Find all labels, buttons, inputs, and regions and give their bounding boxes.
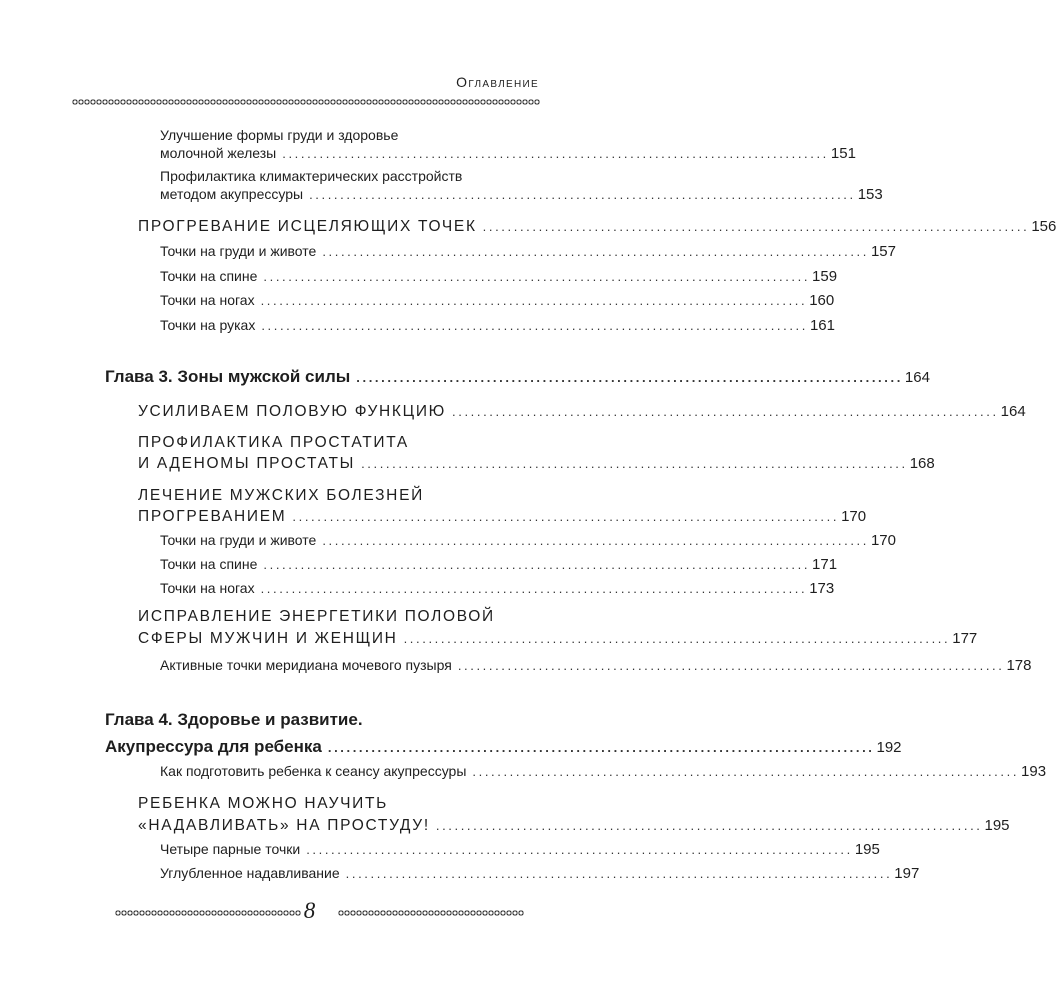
dot-leader: ........................................................................................ bbox=[263, 557, 811, 572]
toc-entry bbox=[160, 243, 896, 260]
toc-entry-line1: Улучшение формы груди и здоровье bbox=[160, 127, 399, 143]
dot-leader: ........................................................................................ bbox=[356, 370, 903, 385]
toc-page-number: 159 bbox=[812, 268, 838, 285]
toc-page-number: 173 bbox=[809, 580, 835, 597]
toc-entry-line1: ПРОФИЛАКТИКА ПРОСТАТИТА bbox=[138, 434, 409, 451]
dot-leader: ........................................................................................ bbox=[260, 581, 808, 596]
dot-leader: ........................................................................................ bbox=[435, 818, 983, 833]
dot-leader: ........................................................................................ bbox=[292, 509, 840, 524]
toc-page-number: 161 bbox=[809, 317, 835, 334]
toc-entry-title: Активные точки меридиана мочевого пузыря bbox=[160, 657, 452, 673]
toc-entry-title: Точки на руках bbox=[160, 317, 256, 333]
toc-entry bbox=[160, 186, 883, 203]
toc-page-number: 193 bbox=[1021, 763, 1047, 780]
toc-page-number: 177 bbox=[952, 630, 978, 647]
toc-entry-title: ПРОГРЕВАНИЕ ИСЦЕЛЯЮЩИХ ТОЧЕК bbox=[138, 218, 477, 235]
section-title: Оглавление bbox=[456, 74, 539, 90]
toc-page-number: 156 bbox=[1031, 218, 1056, 235]
toc-page-number: 178 bbox=[1006, 657, 1032, 674]
toc-entry bbox=[138, 403, 1026, 421]
toc-chapter-title: Глава 3. Зоны мужской силы bbox=[105, 367, 351, 386]
toc-entry bbox=[160, 532, 896, 549]
dot-leader: ........................................................................................ bbox=[472, 764, 1020, 779]
toc-entry bbox=[138, 508, 867, 526]
toc-entry bbox=[138, 630, 978, 648]
toc-entry bbox=[160, 292, 835, 309]
toc-entry-title: И АДЕНОМЫ ПРОСТАТЫ bbox=[138, 455, 356, 472]
toc-entry-title: Точки на ногах bbox=[160, 580, 255, 596]
toc-page-number: 151 bbox=[830, 145, 856, 162]
dot-leader: ........................................................................................ bbox=[282, 146, 829, 161]
dot-leader: ........................................................................................ bbox=[263, 269, 811, 284]
toc-page-number: 195 bbox=[984, 817, 1010, 834]
toc-entry bbox=[160, 657, 1032, 674]
toc-entry-title: Точки на ногах bbox=[160, 292, 255, 308]
dot-leader: ........................................................................................ bbox=[261, 318, 808, 333]
dot-leader: ........................................................................................ bbox=[322, 533, 869, 548]
dot-leader: ........................................................................................ bbox=[361, 456, 908, 471]
toc-entry-title: Точки на груди и животе bbox=[160, 532, 317, 548]
toc-page-number: 164 bbox=[1000, 403, 1026, 420]
toc-chapter-title: Акупрессура для ребенка bbox=[105, 737, 322, 756]
toc-entry-title: Четыре парные точки bbox=[160, 841, 301, 857]
toc-entry bbox=[160, 556, 838, 573]
dot-leader: ........................................................................................ bbox=[452, 404, 999, 419]
toc-page-number: 153 bbox=[857, 186, 883, 203]
toc-entry bbox=[160, 580, 835, 597]
toc-entry-title: СФЕРЫ МУЖЧИН И ЖЕНЩИН bbox=[138, 630, 398, 647]
toc-entry bbox=[160, 317, 835, 334]
toc-page-number: 195 bbox=[854, 841, 880, 858]
dot-leader: ........................................................................................ bbox=[327, 740, 875, 755]
toc-chapter bbox=[105, 367, 930, 387]
toc-entry-title: УСИЛИВАЕМ ПОЛОВУЮ ФУНКЦИЮ bbox=[138, 403, 447, 420]
toc-page-number: 157 bbox=[870, 243, 896, 260]
toc-page-number: 168 bbox=[909, 455, 935, 472]
toc-entry bbox=[160, 865, 920, 882]
toc-page-number: 192 bbox=[876, 739, 902, 756]
toc-entry bbox=[160, 763, 1047, 780]
toc-entry-line1: РЕБЕНКА МОЖНО НАУЧИТЬ bbox=[138, 795, 389, 812]
toc-entry-title: Углубленное надавливание bbox=[160, 865, 340, 881]
toc-page-number: 170 bbox=[841, 508, 867, 525]
dot-leader: ........................................................................................ bbox=[260, 293, 808, 308]
toc-entry bbox=[138, 218, 1056, 236]
toc-page-number: 170 bbox=[870, 532, 896, 549]
dot-leader: ........................................................................................ bbox=[306, 842, 853, 857]
dot-leader: ........................................................................................ bbox=[309, 187, 856, 202]
toc-chapter bbox=[105, 737, 902, 757]
dot-leader: ........................................................................................ bbox=[322, 244, 869, 259]
toc-page-number: 160 bbox=[809, 292, 835, 309]
toc-entry-line1: Профилактика климактерических расстройств bbox=[160, 168, 463, 184]
toc-entry-title: молочной железы bbox=[160, 145, 277, 161]
toc-entry-title: «НАДАВЛИВАТЬ» НА ПРОСТУДУ! bbox=[138, 817, 430, 834]
toc-entry bbox=[160, 841, 880, 858]
page-number: 8 bbox=[303, 898, 316, 923]
toc-entry-title: Точки на груди и животе bbox=[160, 243, 317, 259]
toc-entry-title: Точки на спине bbox=[160, 268, 258, 284]
footer-ornament-right bbox=[338, 909, 524, 917]
toc-entry bbox=[138, 817, 1010, 835]
dot-leader: ........................................................................................ bbox=[345, 866, 893, 881]
dot-leader: ........................................................................................ bbox=[403, 631, 951, 646]
toc-entry-title: ПРОГРЕВАНИЕМ bbox=[138, 508, 287, 525]
toc-page-number: 197 bbox=[894, 865, 920, 882]
dot-leader: ........................................................................................ bbox=[482, 219, 1030, 234]
header-ornament bbox=[72, 98, 540, 106]
toc-entry-title: методом акупрессуры bbox=[160, 186, 304, 202]
toc-chapter-line1: Глава 4. Здоровье и развитие. bbox=[105, 710, 363, 729]
dot-leader: ........................................................................................ bbox=[457, 658, 1005, 673]
toc-entry-line1: ЛЕЧЕНИЕ МУЖСКИХ БОЛЕЗНЕЙ bbox=[138, 487, 424, 504]
toc-entry-line1: ИСПРАВЛЕНИЕ ЭНЕРГЕТИКИ ПОЛОВОЙ bbox=[138, 608, 495, 625]
toc-entry bbox=[160, 268, 838, 285]
toc-entry bbox=[160, 145, 856, 162]
toc-entry-title: Точки на спине bbox=[160, 556, 258, 572]
toc-page-number: 164 bbox=[904, 369, 930, 386]
toc-entry bbox=[138, 455, 935, 473]
toc-entry-title: Как подготовить ребенка к сеансу акупрессуры bbox=[160, 763, 467, 779]
toc-page-number: 171 bbox=[812, 556, 838, 573]
